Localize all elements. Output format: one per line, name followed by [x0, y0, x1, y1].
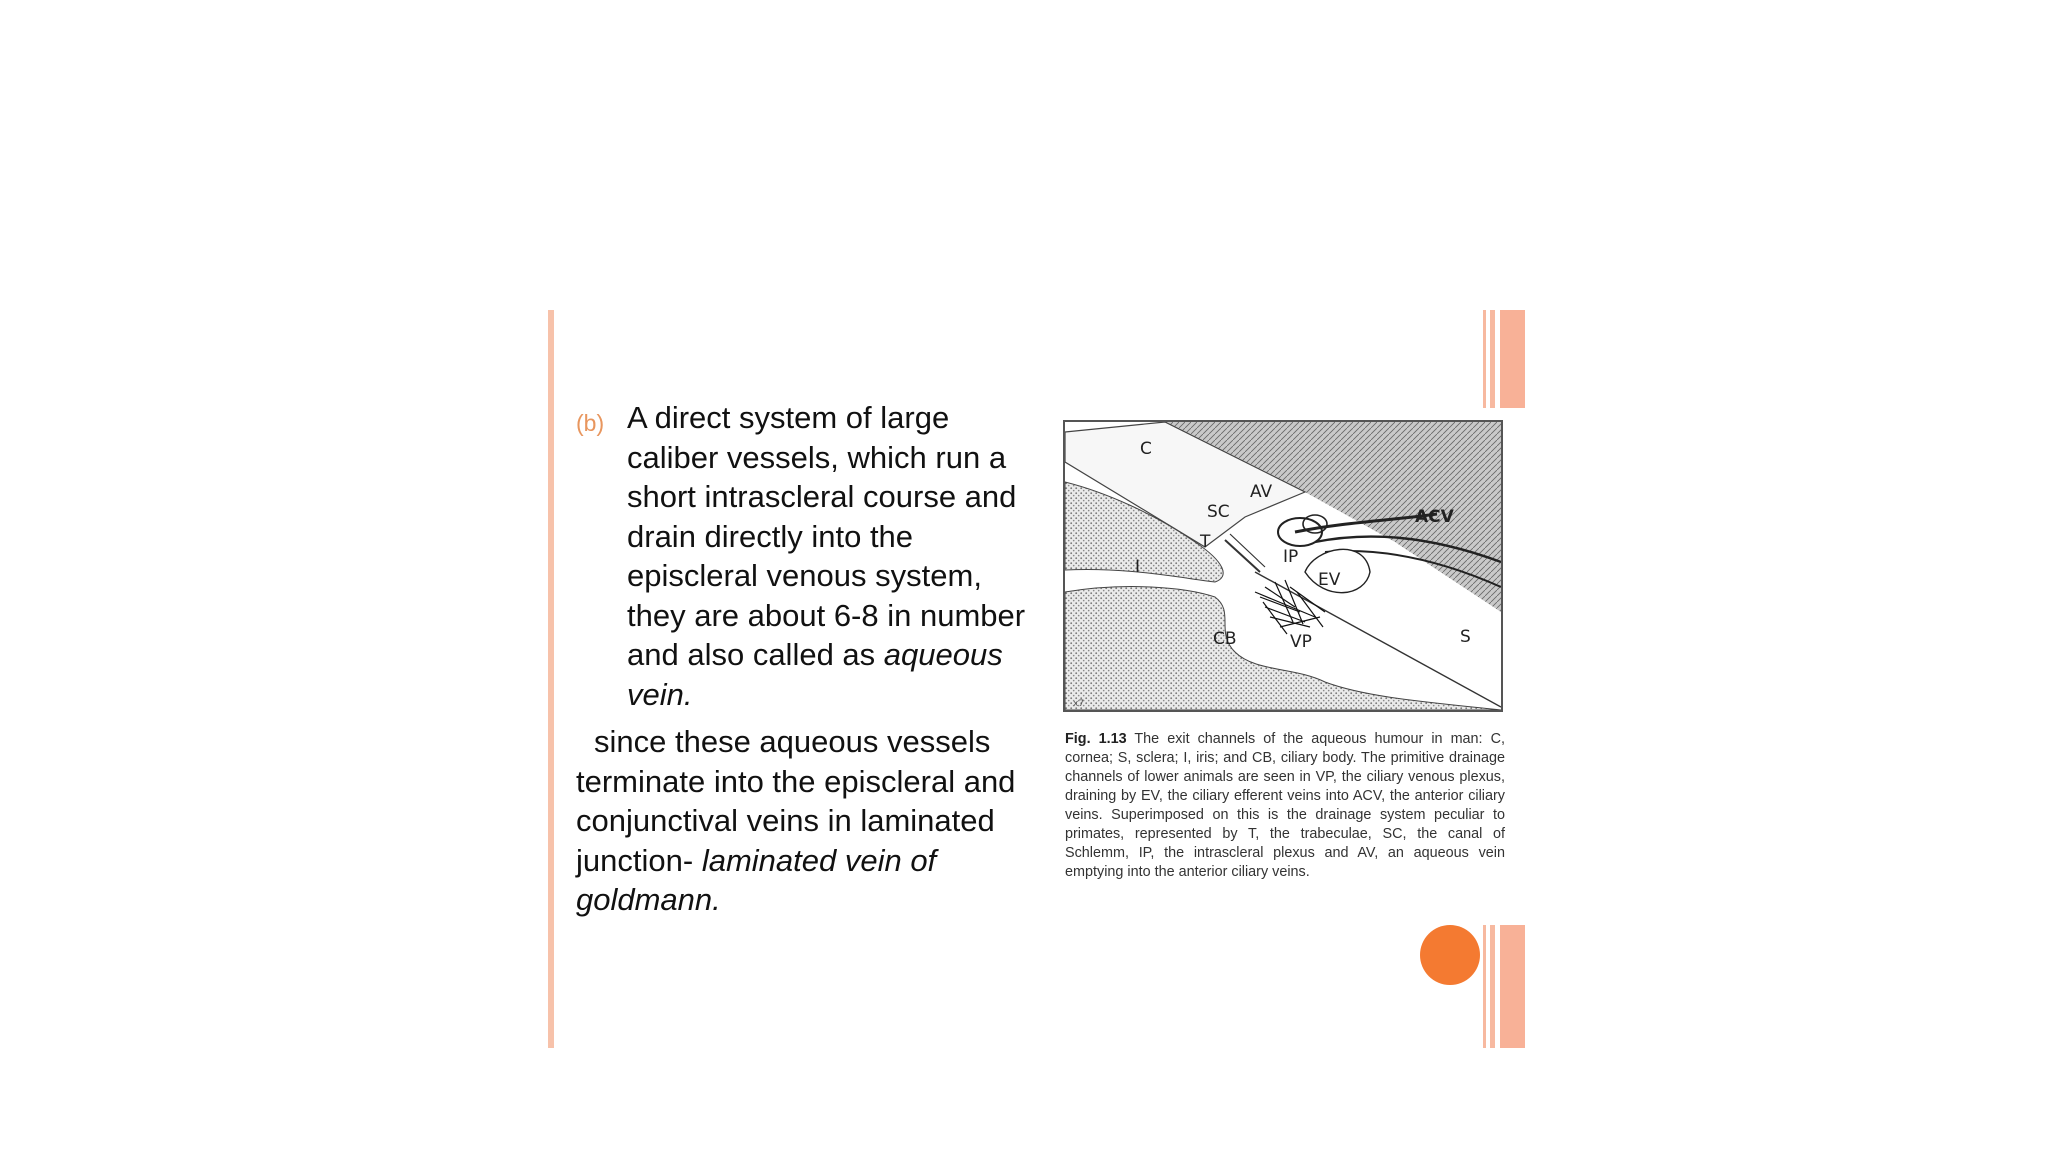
figure-drawing	[1065, 422, 1501, 710]
bottom-accent-bar-medium	[1490, 925, 1495, 1048]
bullet-text-italic: aqueous vein.	[627, 637, 1003, 712]
label-acv: ACV	[1415, 507, 1454, 527]
bullet-text	[627, 398, 1036, 714]
label-av: AV	[1250, 482, 1273, 502]
paragraph-text-main: since these aqueous vessels terminate into the episcleral and conjunctival veins in laminated junction-	[576, 724, 1016, 878]
left-accent-rule	[548, 310, 554, 1048]
label-c: C	[1140, 439, 1152, 459]
paragraph-text-italic: laminated vein of goldmann.	[576, 842, 937, 917]
trabeculae	[1225, 540, 1260, 572]
label-vp: VP	[1290, 632, 1312, 652]
aqueous-drainage-figure	[1063, 420, 1503, 712]
caption-figure-number: Fig. 1.13	[1065, 731, 1127, 747]
label-cb: CB	[1213, 629, 1237, 649]
top-accent-bar-medium	[1490, 310, 1495, 408]
slide-body-text	[576, 398, 1036, 920]
follow-up-paragraph	[576, 722, 1036, 920]
label-sc: SC	[1207, 502, 1230, 522]
bullet-marker: (b)	[576, 410, 605, 436]
label-i: I	[1135, 557, 1141, 577]
bullet-text-main: A direct system of large caliber vessels, which run a short intrascleral course and drain directly into the episcleral venous system, they are about 6-8 in number and also called as	[627, 400, 1026, 672]
label-ev: EV	[1318, 570, 1341, 590]
caption-text: The exit channels of the aqueous humour in man: C, cornea; S, sclera; I, iris; and CB, ciliary body. The primitive drainage channels of lower animals are seen in VP, the ciliary venous plexus, draining by EV, the ciliary efferent veins into ACV, the anterior ciliary veins. Superimposed on this is the drainage system peculiar to primates, represented by T, the trabeculae, SC, the canal of Schlemm, IP, the intrascleral plexus and AV, an aqueous vein emptying into the anterior ciliary veins.	[1065, 731, 1505, 880]
label-ip: IP	[1283, 547, 1299, 567]
orange-circle-decoration	[1420, 925, 1480, 985]
bottom-accent-bar-wide	[1500, 925, 1525, 1048]
label-t: T	[1200, 532, 1211, 552]
bullet-item-b	[576, 398, 1036, 714]
figure-scale-mark: x7	[1073, 699, 1085, 709]
bottom-accent-bar-thin	[1483, 925, 1486, 1048]
figure-caption	[1065, 730, 1505, 882]
intrascleral-plexus-loop	[1303, 515, 1327, 533]
ciliary-venous-plexus	[1255, 580, 1325, 634]
top-accent-bar-thin	[1483, 310, 1486, 408]
top-accent-bar-wide	[1500, 310, 1525, 408]
label-s: S	[1460, 627, 1471, 647]
